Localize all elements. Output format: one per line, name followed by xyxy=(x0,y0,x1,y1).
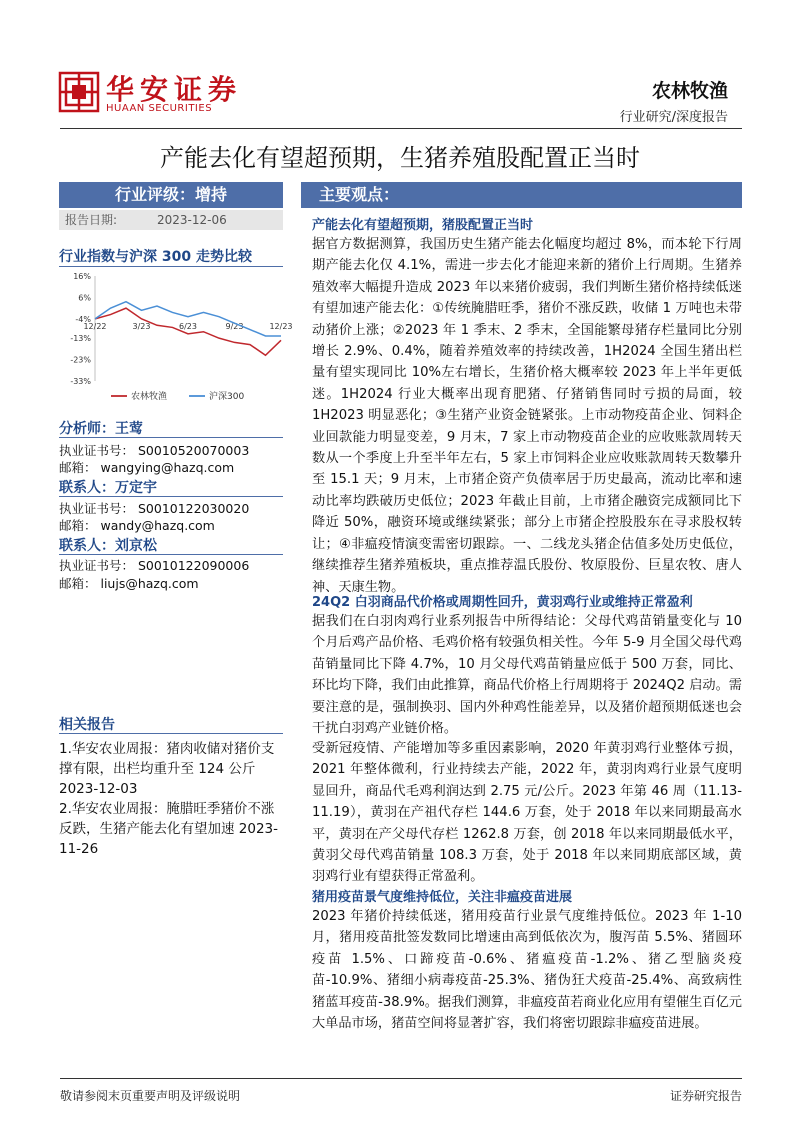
x-tick-label: 6/23 xyxy=(179,321,197,331)
footer-divider xyxy=(60,1078,742,1079)
header-divider xyxy=(60,128,742,129)
related-report-1: 1.华安农业周报：猪肉收储对猪价支撑有限，出栏均重升至 124 公斤 2023-12-03 xyxy=(59,741,275,797)
y-tick-label: 16% xyxy=(73,272,91,281)
section-paragraph-2a: 据我们在白羽肉鸡行业系列报告中所得结论：父母代鸡苗销量变化与 10 个月后鸡产品价格、毛鸡价格有较强负相关性。今年 5-9 月全国父母代鸡苗销量同比下降 4.7%，10 月父母代鸡苗销量应低于 500 万套，同比、环比均下降，我们由此推算，商品代价格上行周期将于 2024Q2 启动。需要注意的是，强制换羽、国内外种鸡性能差异，以及猪价超预期低迷也会干扰白羽鸡产业链价格。 xyxy=(312,614,742,737)
legend-label-1: 农林牧渔 xyxy=(131,392,168,402)
contact-email-3: 邮箱： liujs@hazq.com xyxy=(59,576,199,591)
main-points-heading: 主要观点： xyxy=(301,182,742,208)
related-reports-underline xyxy=(59,733,283,734)
y-tick-label: 6% xyxy=(78,293,91,303)
y-tick-label: -4% xyxy=(75,314,91,324)
x-tick-label: 9/23 xyxy=(225,321,244,331)
industry-rating: 行业评级：增持 xyxy=(59,182,283,208)
report-date-row xyxy=(59,210,283,230)
section-paragraph-2b: 受新冠疫情、产能增加等多重因素影响，2020 年黄羽鸡行业整体亏损，2021 年整体微利，行业持续去产能，2022 年，黄羽肉鸡行业景气度明显回升，商品代毛鸡利润达到 2.75 元/公斤。2023 年第 46 周（11.13-11.19），黄羽在产祖代存栏 144.6 万套，处于 2018 年以来同期最高水平，黄羽在产父母代存栏 1262.8 万套，创 2018 年以来同期最低水平，黄羽父母代鸡苗销量 108.3 万套，处于 2018 年以来同期底部区域，黄羽鸡行业有望获得正常盈利。 xyxy=(312,741,742,885)
page-title: 产能去化有望超预期，生猪养殖股配置正当时 xyxy=(160,144,640,172)
y-tick-label: -23% xyxy=(70,355,91,365)
section-heading-1: 产能去化有望超预期，猪股配置正当时 xyxy=(312,218,534,233)
contact-heading-2: 联系人：万定宇 xyxy=(59,480,157,496)
analyst-email-1: 邮箱： wangying@hazq.com xyxy=(59,460,235,475)
huaan-logo-icon xyxy=(59,72,99,112)
related-reports-heading: 相关报告 xyxy=(59,717,115,733)
contact-email-2: 邮箱： wandy@hazq.com xyxy=(59,518,215,533)
section-paragraph-1: 据官方数据测算，我国历史生猪产能去化幅度均超过 8%，而本轮下行周期产能去化仅 4.1%，需进一步去化才能迎来新的猪价上行周期。生猪养殖效率大幅提升造成 2023 年以来猪价疲弱，我们判断生猪价格持续低迷有望加速产能去化：①传统腌腊旺季，猪价不涨反跌，收储 1 万吨也未带动猪价上涨；②2023 年 1 季末、2 季末，全国能繁母猪存栏量同比分别增长 2.9%、0.4%，随着养殖效率的持续改善，1H2024 全国生猪出栏量有望实现同比 10%左右增长，生猪价格大概率较 2023 年上半年更低迷。1H2024 行业大概率出现育肥猪、仔猪销售同时亏损的局面，较 1H2023 明显恶化；③生猪产业资金链紧张。上市动物疫苗企业、饲料企业回款能力明显变差，9 月末，7 家上市动物疫苗企业的应收账款周转天数从一个季度上升至半年左右，5 家上市饲料企业应收账款周转天数攀升至 15.1 天；9 月末，上市猪企资产负债率居于历史最高，流动比率和速动比率均跌破历史低位；2023 年截止目前，上市猪企融资完成额同比下降近 50%，融资环境或继续紧张；部分上市猪企控股股东在寻求股权转让；④非瘟疫情演变需密切跟踪。一、二线龙头猪企估值多处历史低位，继续推荐生猪养殖板块，重点推荐温氏股份、牧原股份、巨星农牧、唐人神、天康生物。 xyxy=(312,237,742,595)
section-heading-3: 猪用疫苗景气度维持低位，关注非瘟疫苗进展 xyxy=(312,890,573,905)
report-type: 行业研究/深度报告 xyxy=(619,110,728,125)
footer-report-label: 证券研究报告 xyxy=(669,1089,742,1103)
analyst-cert-1: 执业证书号： S0010520070003 xyxy=(59,443,250,458)
chart-heading-underline xyxy=(59,266,283,267)
chart-heading: 行业指数与沪深 300 走势比较 xyxy=(59,249,252,265)
logo-chinese-name: 华安证券 xyxy=(106,73,243,106)
section-heading-2: 24Q2 白羽商品代价格或周期性回升，黄羽鸡行业或维持正常盈利 xyxy=(312,595,693,610)
sector-label: 农林牧渔 xyxy=(651,80,728,102)
report-date-label: 报告日期: xyxy=(65,213,118,227)
contact-heading-3: 联系人：刘京松 xyxy=(59,538,157,554)
analyst-heading-1: 分析师：王莺 xyxy=(59,421,143,437)
legend-label-2: 沪深300 xyxy=(209,392,245,402)
y-tick-label: -33% xyxy=(70,377,91,386)
x-tick-label: 3/23 xyxy=(132,321,151,331)
series-line-1 xyxy=(95,308,281,355)
related-report-2: 2.华安农业周报：腌腊旺季猪价不涨反跌，生猪产能去化有望加速 2023-11-26 xyxy=(59,801,279,857)
y-tick-label: -13% xyxy=(70,334,91,344)
contact-cert-2: 执业证书号： S0010122030020 xyxy=(59,501,250,516)
section-paragraph-3: 2023 年猪价持续低迷，猪用疫苗行业景气度维持低位。2023 年 1-10 月，猪用疫苗批签发数同比增速由高到低依次为，腹泻苗 5.5%、猪圆环疫苗 1.5%、口蹄疫苗-0.6%、猪瘟疫苗-1.2%、猪乙型脑炎疫苗-10.9%、猪细小病毒疫苗-25.3%、猪伪狂犬疫苗-25.4%、高致病性猪蓝耳疫苗-38.9%。据我们测算，非瘟疫苗若商业化应用有望催生百亿元大单品市场，猪苗空间将显著扩容，我们将密切跟踪非瘟疫苗进展。 xyxy=(312,909,742,1032)
contact-cert-3: 执业证书号： S0010122090006 xyxy=(59,558,250,573)
analyst-underline-1 xyxy=(59,437,283,438)
x-tick-label: 12/23 xyxy=(269,321,293,331)
report-date: 2023-12-06 xyxy=(157,213,227,227)
footer-disclaimer: 敬请参阅末页重要声明及评级说明 xyxy=(60,1089,241,1103)
contact-underline-3 xyxy=(59,554,283,555)
contact-underline-2 xyxy=(59,496,283,497)
index-comparison-chart xyxy=(59,268,293,406)
logo-english-name: HUAAN SECURITIES xyxy=(106,103,213,114)
x-tick-label: 12/22 xyxy=(83,321,107,331)
